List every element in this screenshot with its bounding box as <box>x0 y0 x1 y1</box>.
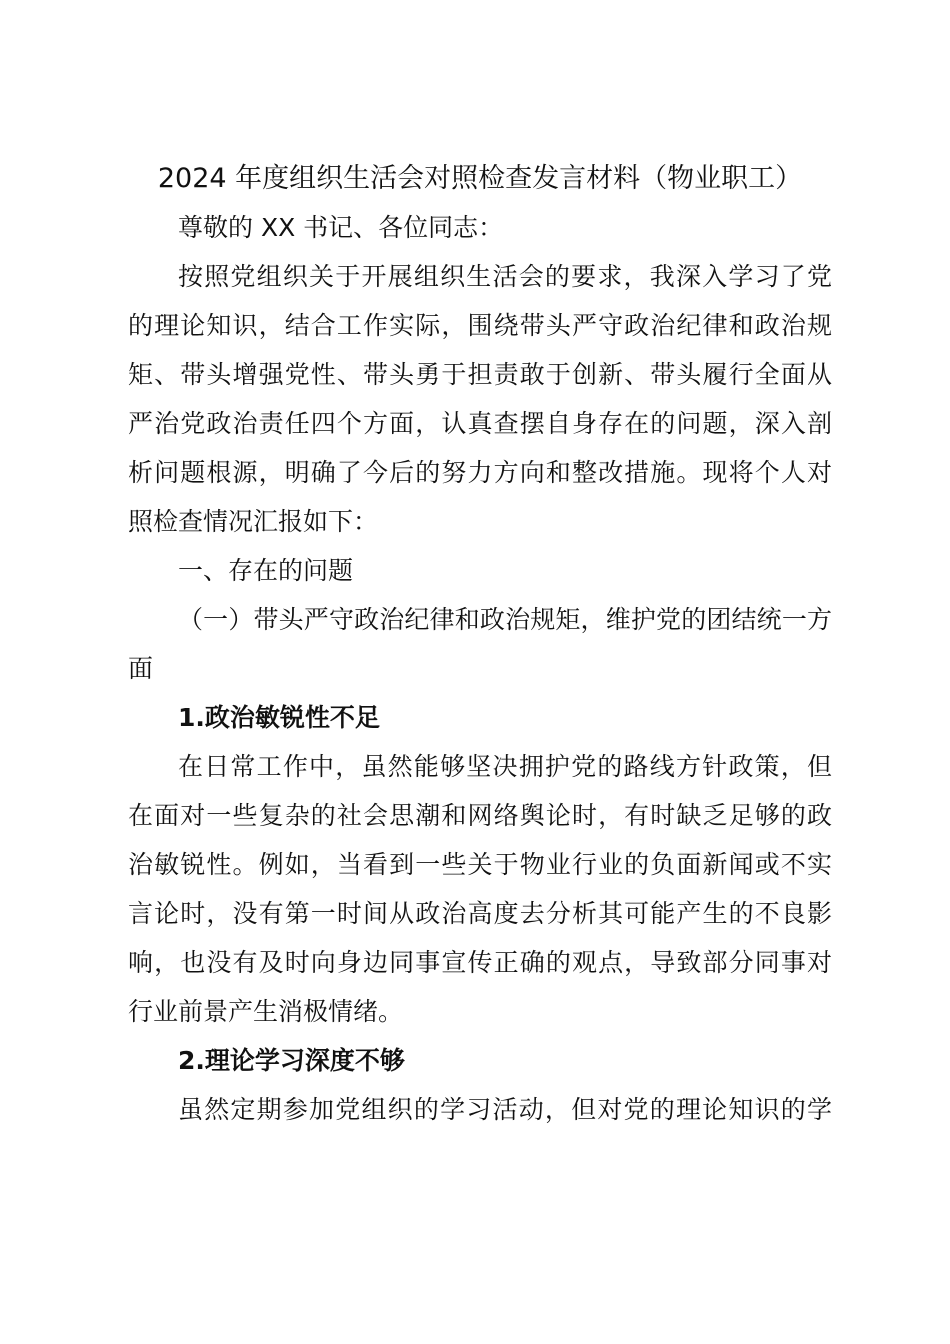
text-line: 响，也没有及时向身边同事宣传正确的观点，导致部分同事对 <box>128 948 832 977</box>
text-line: 治敏锐性。例如，当看到一些关于物业行业的负面新闻或不实 <box>128 850 832 879</box>
item-paragraph <box>128 1085 832 1134</box>
intro-paragraph <box>128 252 832 546</box>
section-heading-line: 一、存在的问题 <box>178 556 354 585</box>
item-paragraph <box>128 742 832 1036</box>
text-line: 按照党组织关于开展组织生活会的要求，我深入学习了党 <box>178 262 832 291</box>
section-heading <box>128 546 832 595</box>
text-line: 照检查情况汇报如下： <box>128 507 379 536</box>
text-line: 虽然定期参加党组织的学习活动，但对党的理论知识的学 <box>178 1095 832 1124</box>
text-line: 面 <box>128 654 154 683</box>
text-line: 的理论知识，结合工作实际，围绕带头严守政治纪律和政治规 <box>128 311 832 340</box>
text-line: （一）带头严守政治纪律和政治规矩，维护党的团结统一方 <box>178 605 832 634</box>
text-line: 行业前景产生消极情绪。 <box>128 997 404 1026</box>
text-line: 析问题根源，明确了今后的努力方向和整改措施。现将个人对 <box>128 458 832 487</box>
item-heading-line: 1.政治敏锐性不足 <box>178 703 380 732</box>
subsection-heading <box>128 595 832 693</box>
item-heading-line: 2.理论学习深度不够 <box>178 1046 405 1075</box>
text-line: 在日常工作中，虽然能够坚决拥护党的路线方针政策，但 <box>178 752 832 781</box>
document-title: 2024 年度组织生活会对照检查发言材料（物业职工） <box>157 163 803 194</box>
item-heading <box>128 693 832 742</box>
text-line: 言论时，没有第一时间从政治高度去分析其可能产生的不良影 <box>128 899 832 928</box>
item-heading <box>128 1036 832 1085</box>
text-line: 严治党政治责任四个方面，认真查摆自身存在的问题，深入剖 <box>128 409 832 438</box>
salutation <box>128 203 832 252</box>
document-body <box>128 154 832 1134</box>
salutation-line: 尊敬的 XX 书记、各位同志： <box>178 213 504 242</box>
text-line: 在面对一些复杂的社会思潮和网络舆论时，有时缺乏足够的政 <box>128 801 832 830</box>
text-line: 矩、带头增强党性、带头勇于担责敢于创新、带头履行全面从 <box>128 360 832 389</box>
